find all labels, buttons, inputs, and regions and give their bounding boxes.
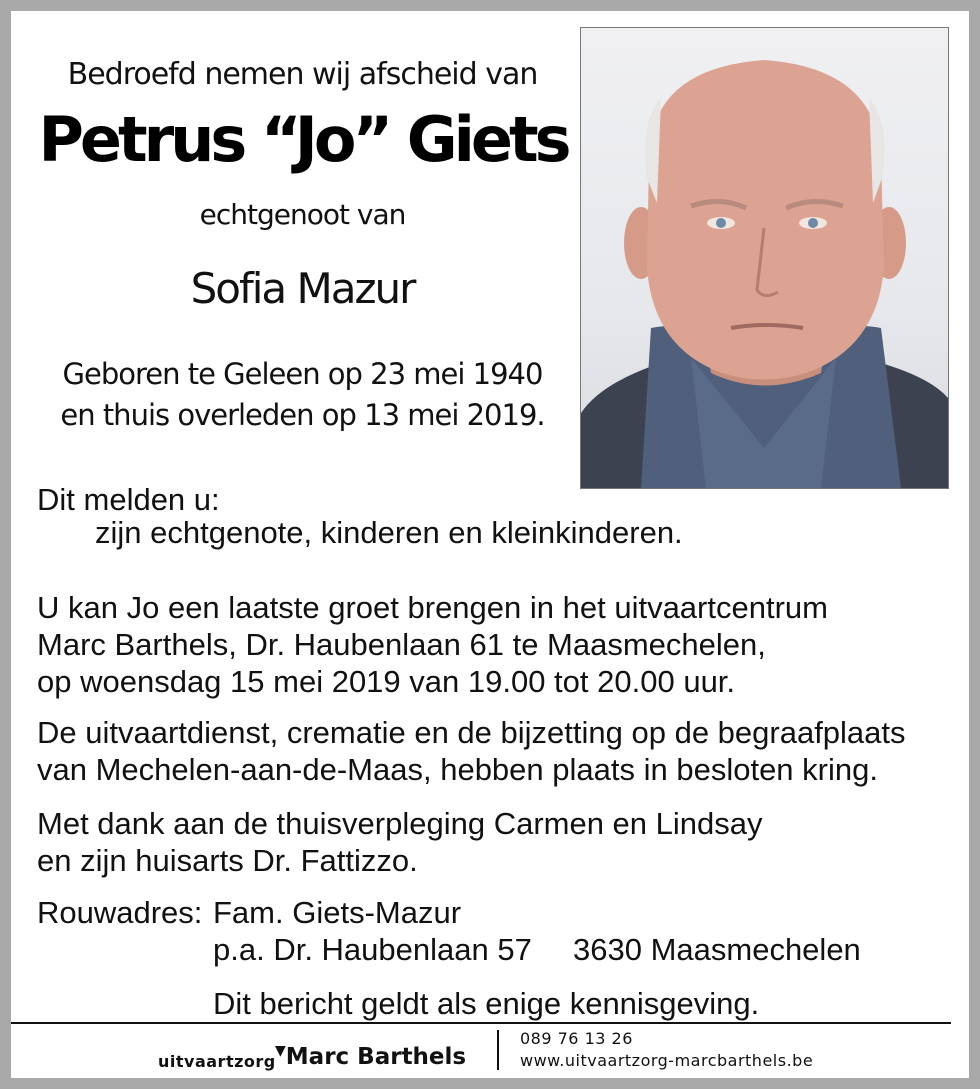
announce-line: Dit melden u: — [37, 482, 220, 517]
rouwadres-label: Rouwadres: — [37, 895, 203, 930]
footer-divider — [11, 1022, 951, 1024]
rouwadres-city: 3630 Maasmechelen — [573, 932, 861, 967]
visit-line: U kan Jo een laatste groet brengen in het uitvaartcentrum — [37, 590, 828, 625]
spouse-label: echtgenoot van — [199, 198, 406, 231]
rouwadres-street: p.a. Dr. Haubenlaan 57 — [213, 932, 532, 967]
death-line: en thuis overleden op 13 mei 2019. — [60, 398, 545, 432]
family-line: zijn echtgenote, kinderen en kleinkinderen. — [95, 515, 683, 550]
footer-separator — [497, 1030, 499, 1070]
service-line: van Mechelen-aan-de-Maas, hebben plaats in besloten kring. — [37, 752, 878, 787]
brand-prefix: uitvaartzorg — [158, 1052, 276, 1071]
down-triangle-icon: ▼ — [275, 1043, 286, 1059]
portrait-photo — [580, 27, 949, 489]
brand-name-text: Marc Barthels — [285, 1044, 467, 1070]
rouwadres-name: Fam. Giets-Mazur — [213, 895, 462, 930]
thanks-line: en zijn huisarts Dr. Fattizzo. — [37, 843, 418, 878]
portrait-illustration — [581, 28, 948, 488]
intro-text: Bedroefd nemen wij afscheid van — [67, 57, 538, 92]
visit-line: Marc Barthels, Dr. Haubenlaan 61 te Maasmechelen, — [37, 627, 766, 662]
visit-line: op woensdag 15 mei 2019 van 19.00 tot 20.00 uur. — [37, 664, 736, 699]
phone-number: 089 76 13 26 — [520, 1029, 633, 1048]
service-line: De uitvaartdienst, crematie en de bijzetting op de begraafplaats — [37, 715, 906, 750]
website-url: www.uitvaartzorg-marcbarthels.be — [520, 1051, 814, 1070]
birth-line: Geboren te Geleen op 23 mei 1940 — [62, 357, 543, 391]
deceased-name: Petrus “Jo” Giets — [38, 103, 568, 176]
thanks-line: Met dank aan de thuisverpleging Carmen en Lindsay — [37, 806, 763, 841]
brand-name — [275, 1044, 466, 1070]
spouse-name: Sofia Mazur — [190, 264, 415, 313]
notice-line: Dit bericht geldt als enige kennisgeving. — [213, 986, 760, 1021]
